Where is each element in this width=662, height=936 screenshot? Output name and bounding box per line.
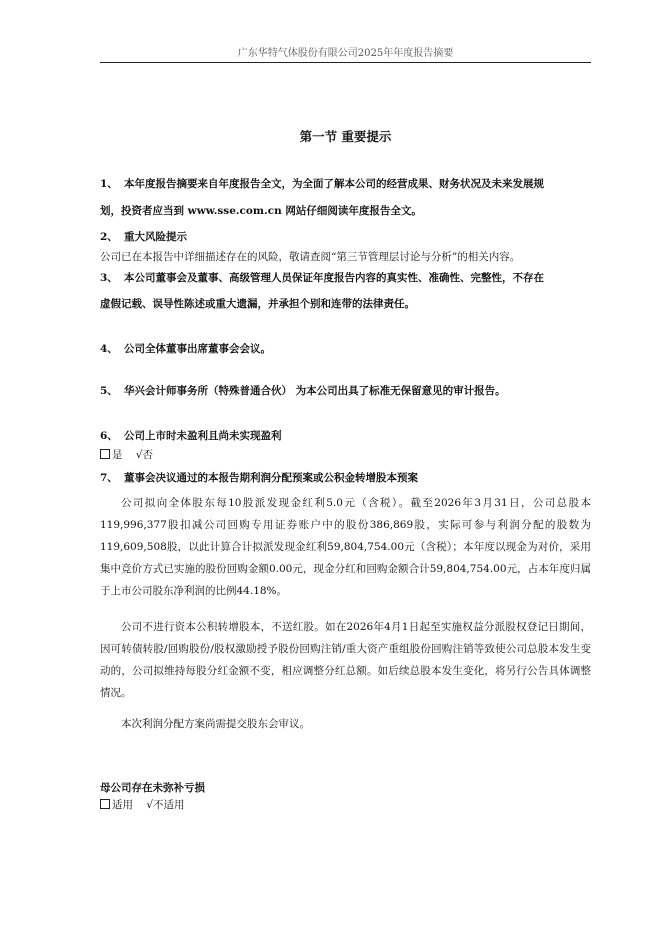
- item3-text-1: 本公司董事会及董事、高级管理人员保证年度报告内容的真实性、准确性、完整性，不存在: [124, 272, 544, 284]
- loss-option-yes: 适用: [112, 799, 133, 811]
- item7-paragraph-1: 公司拟向全体股东每10股派发现金红利5.0元（含税）。截至2026年3月31日，公司总股本119,996,377股扣减公司回购专用证券账户中的股份386,869股，实际可参与利润分配的股数为119,609,508股，以此计算合计拟派发现金红利59,804,754.00元（含税）；本年度以现金为对价，采用集中竞价方式已实施的股份回购金额0.00元，现金分红和回购金额合计59,804,754.00元，占本年度归属于上市公司股东净利润的比例44.18%。: [100, 497, 591, 597]
- loss-option-no: √不适用: [146, 799, 185, 811]
- loss-options: [100, 797, 185, 812]
- item3-number: 3、: [100, 272, 118, 284]
- checkbox-unchecked-icon: [100, 449, 110, 459]
- item2-heading: [100, 229, 591, 244]
- item4-text: 公司全体董事出席董事会会议。: [124, 343, 271, 355]
- item7: [100, 470, 591, 485]
- item2-number: 2、: [100, 231, 118, 243]
- item2-title: 重大风险提示: [124, 231, 187, 243]
- item4: [100, 341, 591, 356]
- item6-options: [100, 447, 153, 462]
- section-title: 第一节 重要提示: [299, 129, 392, 144]
- header-divider: [100, 62, 591, 63]
- item7-paragraph-2: 公司不进行资本公积转增股本，不送红股。如在2026年4月1日起至实施权益分派股权登记日期间，因可转债转股/回购股份/股权激励授予股份回购注销/重大资产重组股份回购注销等致使公司总股本发生变动的，公司拟维持每股分红金额不变，相应调整分红总额。如后续总股本发生变化，将另行公告具体调整情况。: [100, 621, 591, 699]
- item5-text: 华兴会计师事务所（特殊普通合伙） 为本公司出具了标准无保留意见的审计报告。: [124, 385, 506, 397]
- checkbox-unchecked-icon: [100, 799, 110, 809]
- item1-number: 1、: [100, 178, 118, 190]
- item7-text: 董事会决议通过的本报告期利润分配预案或公积金转增股本预案: [124, 472, 418, 484]
- item5-number: 5、: [100, 385, 118, 397]
- item3-line1: [100, 270, 591, 285]
- item6: [100, 428, 591, 443]
- item6-text: 公司上市时未盈利且尚未实现盈利: [124, 430, 282, 442]
- item1-text-2: 划，投资者应当到 www.sse.com.cn 网站仔细阅读年度报告全文。: [100, 205, 422, 217]
- item1-text-1: 本年度报告摘要来自年度报告全文，为全面了解本公司的经营成果、财务状况及未来发展规: [124, 178, 544, 190]
- item4-number: 4、: [100, 343, 118, 355]
- item2-body: 公司已在本报告中详细描述存在的风险，敬请查阅“第三节管理层讨论与分析”的相关内容。: [100, 251, 521, 263]
- item6-option-no: √否: [135, 449, 154, 461]
- item5: [100, 383, 591, 398]
- item7-number: 7、: [100, 472, 118, 484]
- page-header: 广东华特气体股份有限公司2025年年度报告摘要: [237, 48, 454, 59]
- item3-text-2: 虚假记载、误导性陈述或重大遗漏，并承担个别和连带的法律责任。: [100, 298, 415, 310]
- item6-option-yes: 是: [112, 449, 123, 461]
- item1-line1: [100, 176, 591, 191]
- item6-number: 6、: [100, 430, 118, 442]
- loss-title: 母公司存在未弥补亏损: [100, 782, 205, 794]
- item7-paragraph-3: 本次利润分配方案尚需提交股东会审议。: [121, 718, 310, 730]
